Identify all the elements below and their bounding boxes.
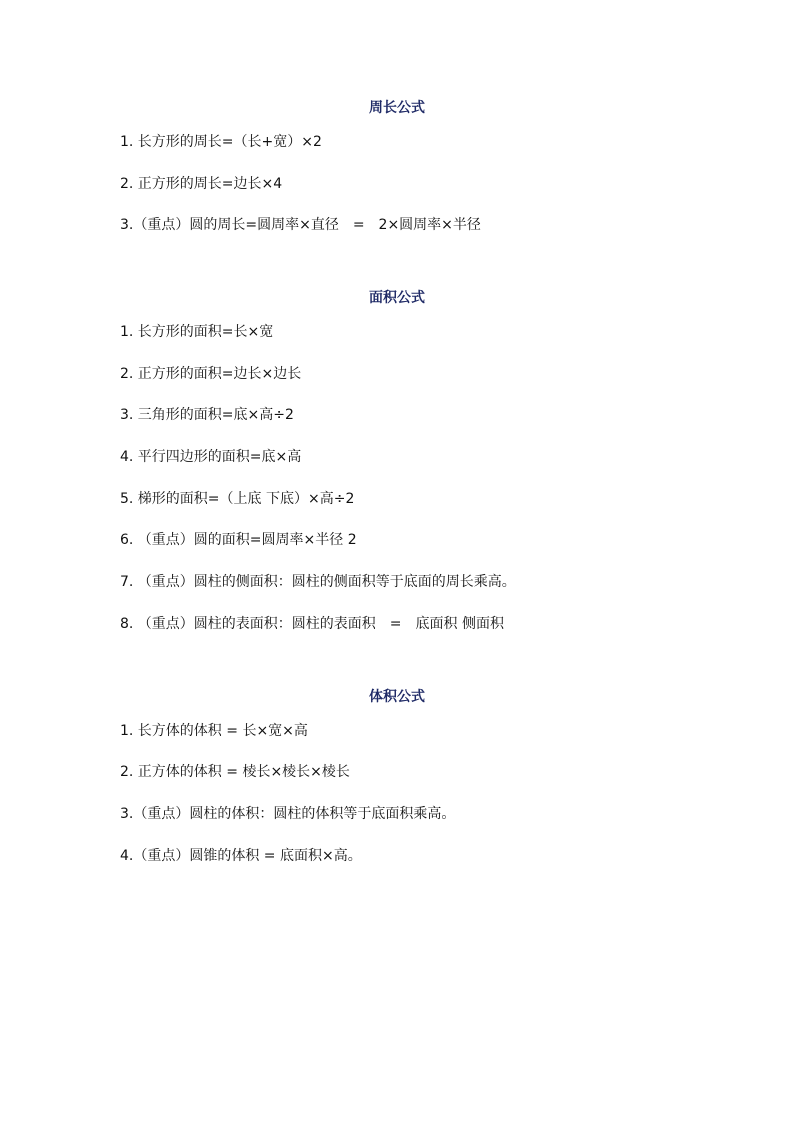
area-item-8: 8. （重点）圆柱的表面积：圆柱的表面积 = 底面积 侧面积	[120, 616, 504, 632]
area-item-1: 1. 长方形的面积=长×宽	[120, 324, 274, 340]
perimeter-section-title: 周长公式	[369, 100, 425, 116]
area-item-6: 6. （重点）圆的面积=圆周率×半径 2	[120, 532, 357, 548]
area-section-title: 面积公式	[369, 290, 425, 306]
perimeter-item-1: 1. 长方形的周长=（长+宽）×2	[120, 134, 322, 150]
volume-item-4: 4.（重点）圆锥的体积 = 底面积×高。	[120, 848, 362, 864]
area-item-2: 2. 正方形的面积=边长×边长	[120, 366, 302, 382]
volume-item-3: 3.（重点）圆柱的体积：圆柱的体积等于底面积乘高。	[120, 806, 456, 822]
area-item-7: 7. （重点）圆柱的侧面积：圆柱的侧面积等于底面的周长乘高。	[120, 574, 516, 590]
volume-item-2: 2. 正方体的体积 = 棱长×棱长×棱长	[120, 764, 350, 780]
perimeter-item-3: 3.（重点）圆的周长=圆周率×直径 = 2×圆周率×半径	[120, 217, 481, 233]
volume-item-1: 1. 长方体的体积 = 长×宽×高	[120, 723, 308, 739]
area-item-3: 3. 三角形的面积=底×高÷2	[120, 407, 294, 423]
volume-section-title: 体积公式	[369, 689, 425, 705]
area-item-5: 5. 梯形的面积=（上底 下底）×高÷2	[120, 491, 355, 507]
area-item-4: 4. 平行四边形的面积=底×高	[120, 449, 302, 465]
perimeter-item-2: 2. 正方形的周长=边长×4	[120, 176, 283, 192]
